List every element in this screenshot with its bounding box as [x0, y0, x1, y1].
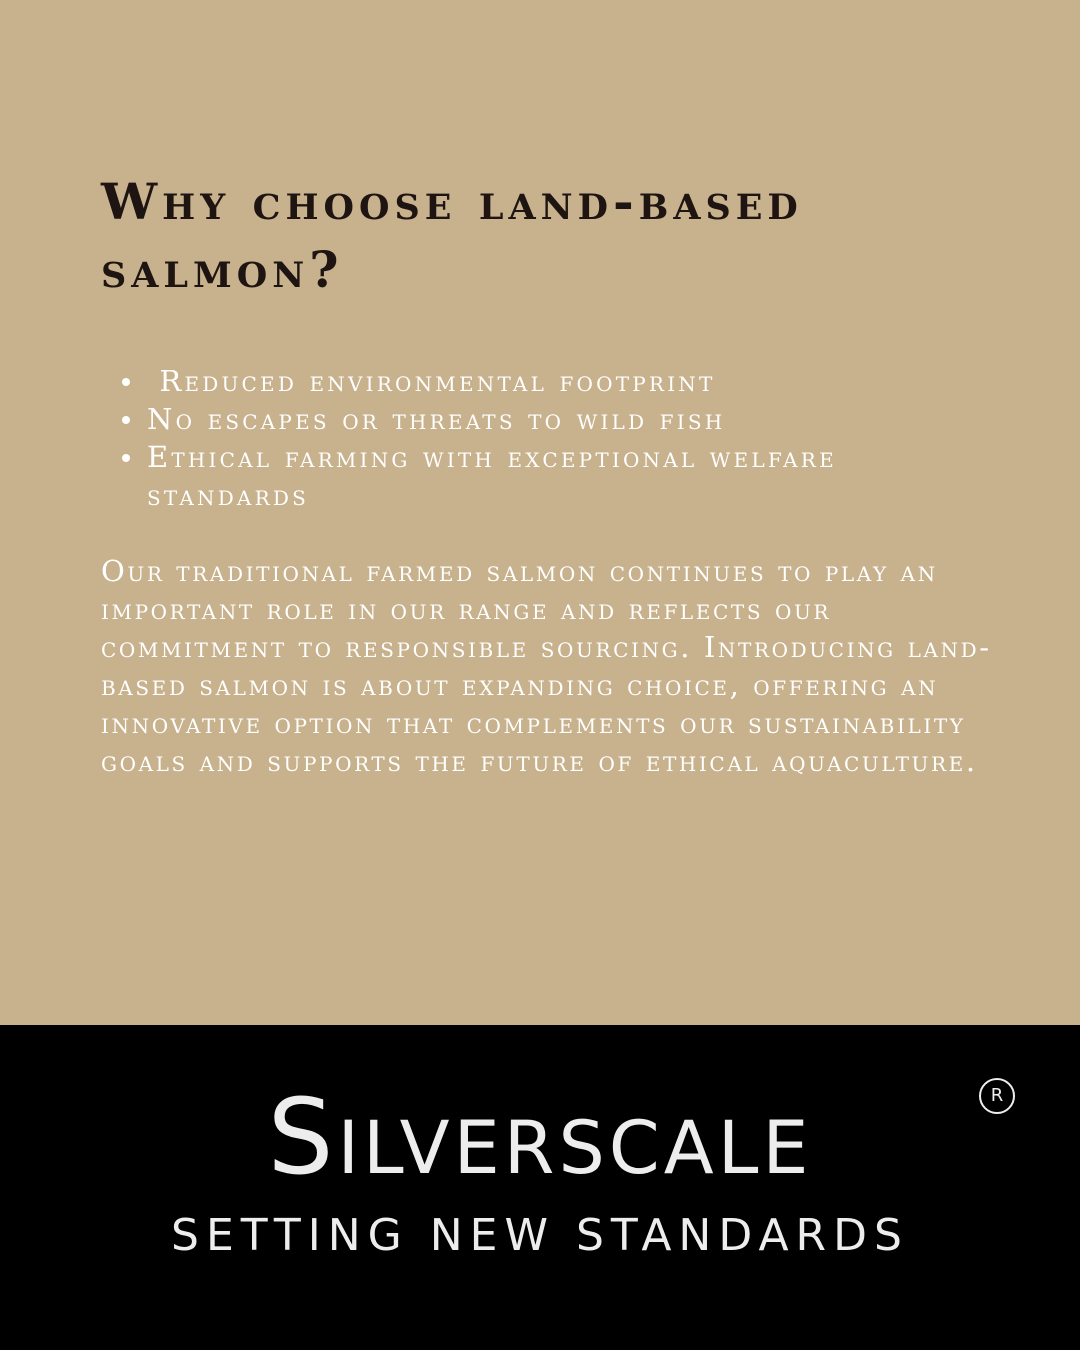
benefit-item [118, 438, 968, 514]
bullet-dot-icon [122, 416, 130, 424]
benefit-text: Reduced environmental footprint [147, 364, 716, 398]
registered-trademark-icon: R [979, 1078, 1015, 1114]
brand-logo-text: Silverscale [267, 1076, 813, 1198]
benefit-text: No escapes or threats to wild fish [147, 402, 726, 436]
brand-tagline: SETTING NEW STANDARDS [171, 1210, 909, 1261]
benefit-item [118, 362, 968, 400]
benefit-item [118, 400, 968, 438]
bullet-dot-icon [122, 454, 130, 462]
bullet-dot-icon [122, 378, 130, 386]
benefits-list [118, 362, 968, 514]
brand-footer [0, 1025, 1080, 1350]
page-heading: Why choose land-based salmon? [101, 172, 803, 299]
body-paragraph: Our traditional farmed salmon continues to play an important role in our range and reflects our commitment to responsible sourcing. Introducing land-based salmon is about expanding choice, offering an innovative option that complements our sustainability goals and supports the future of ethical aquaculture. [101, 554, 992, 778]
benefit-text: Ethical farming with exceptional welfare standards [147, 440, 837, 512]
